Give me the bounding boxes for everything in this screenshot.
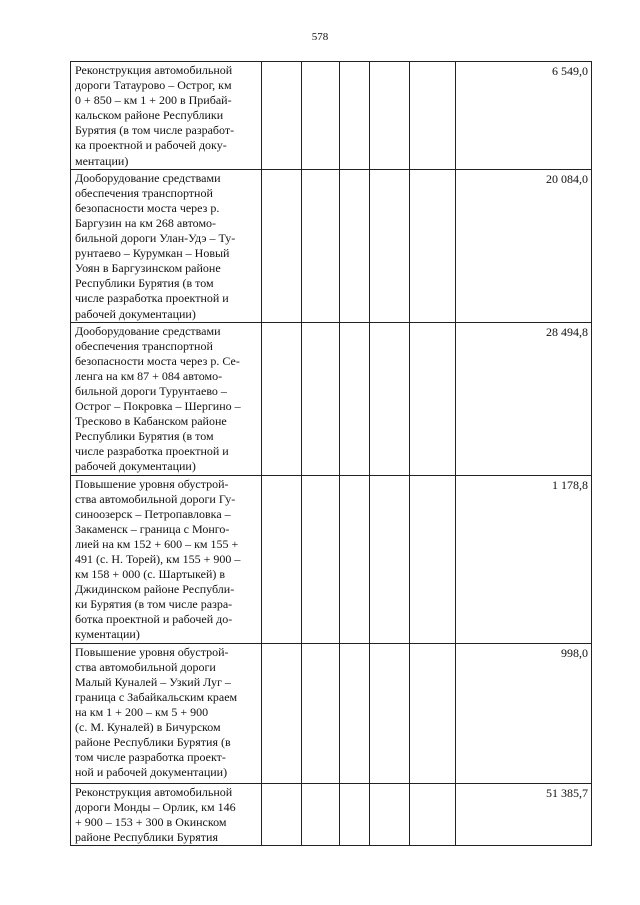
empty-cell xyxy=(340,643,370,783)
description-line: ботка проектной и рабочей до- xyxy=(75,612,233,627)
row-description xyxy=(71,643,262,783)
row-description xyxy=(71,62,262,170)
empty-cell xyxy=(370,322,410,475)
description-line: Дооборудование средствами xyxy=(75,170,221,185)
empty-cell xyxy=(410,62,456,170)
empty-cell xyxy=(340,322,370,475)
description-line: Малый Куналей – Узкий Луг – xyxy=(75,674,231,689)
row-amount: 20 084,0 xyxy=(456,169,592,322)
description-line: граница с Забайкальским краем xyxy=(75,689,238,704)
row-description xyxy=(71,783,262,845)
description-line: дороги Монды – Орлик, км 146 xyxy=(75,799,236,814)
description-line: числе разработка проектной и xyxy=(75,444,229,459)
row-amount: 28 494,8 xyxy=(456,322,592,475)
table-body xyxy=(71,62,592,846)
description-line: ка проектной и рабочей доку- xyxy=(75,138,227,153)
description-line: ства автомобильной дороги Гу- xyxy=(75,491,236,506)
empty-cell xyxy=(370,169,410,322)
description-line: Тресково в Кабанском районе xyxy=(75,414,227,429)
empty-cell xyxy=(410,322,456,475)
description-line: районе Республики Бурятия (в xyxy=(75,735,231,750)
description-line: синоозерск – Петропавловка – xyxy=(75,506,231,521)
description-line: лией на км 152 + 600 – км 155 + xyxy=(75,536,239,551)
description-line: кальском районе Республики xyxy=(75,108,224,123)
description-line: дороги Татаурово – Острог, км xyxy=(75,78,232,93)
description-line: безопасности моста через р. Се- xyxy=(75,353,240,368)
empty-cell xyxy=(302,643,340,783)
description-line: районе Республики Бурятия xyxy=(75,829,218,844)
empty-cell xyxy=(262,62,302,170)
empty-cell xyxy=(370,475,410,643)
description-line: бильной дороги Турунтаево – xyxy=(75,383,227,398)
description-line: том числе разработка проект- xyxy=(75,750,226,765)
description-line: 491 (с. Н. Торей), км 155 + 900 – xyxy=(75,552,241,566)
empty-cell xyxy=(370,783,410,845)
empty-cell xyxy=(302,62,340,170)
empty-cell xyxy=(410,169,456,322)
row-description xyxy=(71,322,262,475)
description-line: ментации) xyxy=(75,153,129,168)
description-line: Острог – Покровка – Шергино – xyxy=(75,399,241,414)
empty-cell xyxy=(410,475,456,643)
row-description xyxy=(71,475,262,643)
description-line: Повышение уровня обустрой- xyxy=(75,476,229,491)
description-line: Повышение уровня обустрой- xyxy=(75,644,229,659)
description-line: км 158 + 000 (с. Шартыкей) в xyxy=(75,567,226,582)
description-line: ки Бурятия (в том числе разра- xyxy=(75,597,233,612)
empty-cell xyxy=(340,169,370,322)
description-line: рунтаево – Курумкан – Новый xyxy=(75,246,230,261)
empty-cell xyxy=(370,62,410,170)
description-line: Реконструкция автомобильной xyxy=(75,784,233,799)
description-line: бильной дороги Улан-Удэ – Ту- xyxy=(75,231,236,246)
empty-cell xyxy=(302,322,340,475)
row-amount: 51 385,7 xyxy=(456,783,592,845)
empty-cell xyxy=(340,62,370,170)
description-line: ленга на км 87 + 084 автомо- xyxy=(75,368,223,383)
description-line: Республики Бурятия (в том xyxy=(75,276,214,291)
empty-cell xyxy=(370,643,410,783)
empty-cell xyxy=(410,643,456,783)
row-amount: 1 178,8 xyxy=(456,475,592,643)
table-row xyxy=(71,643,592,783)
description-line: ной и рабочей документации) xyxy=(75,765,228,780)
description-line: ства автомобильной дороги xyxy=(75,659,216,674)
description-line: Реконструкция автомобильной xyxy=(75,63,233,77)
description-line: Баргузин на км 268 автомо- xyxy=(75,215,217,230)
description-line: Закаменск – граница с Монго- xyxy=(75,521,230,536)
table-row xyxy=(71,62,592,170)
description-line: + 900 – 153 + 300 в Окинском xyxy=(75,814,227,829)
description-line: (с. М. Куналей) в Бичурском xyxy=(75,720,221,735)
empty-cell xyxy=(340,783,370,845)
empty-cell xyxy=(410,783,456,845)
description-line: Джидинском районе Республи- xyxy=(75,582,235,597)
row-amount: 6 549,0 xyxy=(456,62,592,170)
row-amount: 998,0 xyxy=(456,643,592,783)
empty-cell xyxy=(262,475,302,643)
description-line: безопасности моста через р. xyxy=(75,200,220,215)
table-row xyxy=(71,322,592,475)
empty-cell xyxy=(340,475,370,643)
description-line: обеспечения транспортной xyxy=(75,185,213,200)
table-row xyxy=(71,475,592,643)
description-line: числе разработка проектной и xyxy=(75,291,229,306)
description-line: 0 + 850 – км 1 + 200 в Прибай- xyxy=(75,93,232,108)
row-description xyxy=(71,169,262,322)
description-line: Дооборудование средствами xyxy=(75,323,221,338)
table-row xyxy=(71,169,592,322)
empty-cell xyxy=(262,169,302,322)
budget-table xyxy=(70,61,592,846)
empty-cell xyxy=(302,475,340,643)
table-row xyxy=(71,783,592,845)
description-line: кументации) xyxy=(75,627,140,642)
description-line: Уоян в Баргузинском районе xyxy=(75,261,221,276)
page-number: 578 xyxy=(311,31,329,43)
description-line: Республики Бурятия (в том xyxy=(75,429,214,444)
empty-cell xyxy=(262,783,302,845)
description-line: Бурятия (в том числе разработ- xyxy=(75,123,235,138)
empty-cell xyxy=(302,783,340,845)
empty-cell xyxy=(262,322,302,475)
description-line: на км 1 + 200 – км 5 + 900 xyxy=(75,704,209,719)
description-line: рабочей документации) xyxy=(75,306,196,321)
empty-cell xyxy=(262,643,302,783)
empty-cell xyxy=(302,169,340,322)
description-line: обеспечения транспортной xyxy=(75,338,213,353)
description-line: рабочей документации) xyxy=(75,459,196,474)
